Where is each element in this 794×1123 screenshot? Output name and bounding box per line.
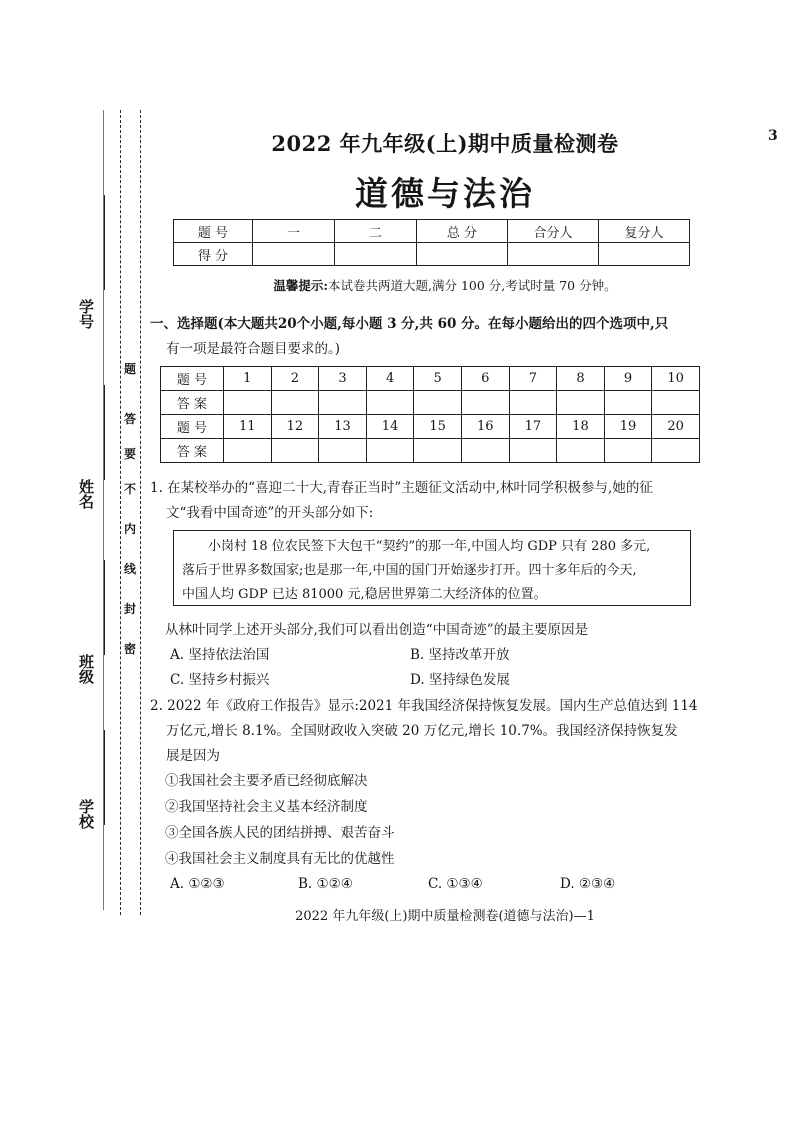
answer-row-label: 答 案 (161, 391, 224, 415)
q1-quote-line2: 落后于世界多数国家;也是那一年,中国的国门开始逐步打开。四十多年后的今天, (182, 563, 637, 578)
answer-cell[interactable] (557, 439, 605, 463)
subject-title: 道德与法治 (355, 174, 535, 213)
cut-line-outer (120, 110, 121, 915)
question-number: 13 (319, 415, 367, 439)
q2-item-4: ④我国社会主义制度具有无比的优越性 (165, 851, 395, 867)
answer-row-label: 题 号 (161, 367, 224, 391)
answer-cell[interactable] (604, 391, 652, 415)
q2-option-b[interactable]: B. ①②④ (298, 876, 353, 892)
score-cell: 一 (253, 220, 335, 243)
q2-stem-line2: 万亿元,增长 8.1%。全国财政收入突破 20 万亿元,增长 10.7%。我国经济保持恢复发 (166, 723, 678, 739)
student-number-label: 学 号 (79, 298, 95, 331)
section1-heading-line1: 一、选择题(本大题共20个小题,每小题 3 分,共 60 分。在每小题给出的四个选项中,只 (150, 316, 669, 332)
q2-option-c[interactable]: C. ①③④ (428, 876, 483, 892)
question-number: 5 (414, 367, 462, 391)
q1-quote-line3: 中国人均 GDP 已达 81000 元,稳居世界第二大经济体的位置。 (182, 587, 547, 602)
name-blank (104, 385, 105, 480)
question-number: 12 (271, 415, 319, 439)
answer-cell[interactable] (509, 391, 557, 415)
seal-char: 要 (123, 447, 136, 461)
question-number: 11 (224, 415, 272, 439)
score-cell: 总 分 (417, 220, 508, 243)
q1-quote-box (173, 530, 691, 606)
score-input-cell[interactable] (417, 243, 508, 266)
question-number: 3 (319, 367, 367, 391)
question-number: 20 (652, 415, 700, 439)
question-number: 19 (604, 415, 652, 439)
question-number: 7 (509, 367, 557, 391)
question-number: 6 (461, 367, 509, 391)
score-table (173, 219, 690, 266)
answer-cell[interactable] (271, 439, 319, 463)
answer-cell[interactable] (461, 439, 509, 463)
score-input-cell[interactable] (599, 243, 690, 266)
seal-char: 题 (123, 362, 136, 376)
question-number: 15 (414, 415, 462, 439)
question-number: 16 (461, 415, 509, 439)
q1-stem-line1: 1. 在某校举办的“喜迎二十大,青春正当时”主题征文活动中,林叶同学积极参与,她的征 (150, 480, 653, 496)
cut-line-inner (140, 110, 141, 915)
tip-label: 温馨提示: (273, 278, 328, 293)
question-number: 4 (366, 367, 414, 391)
q1-stem-line2: 文“我看中国奇迹”的开头部分如下: (166, 505, 374, 521)
score-cell: 复分人 (599, 220, 690, 243)
section1-heading-line2: 有一项是最符合题目要求的。) (166, 341, 341, 357)
q2-item-3: ③全国各族人民的团结拼搏、艰苦奋斗 (165, 825, 395, 841)
class-blank (104, 560, 105, 655)
q2-option-a[interactable]: A. ①②③ (170, 876, 225, 892)
answer-row-label: 题 号 (161, 415, 224, 439)
answer-cell[interactable] (604, 439, 652, 463)
exam-title: 2022 年九年级(上)期中质量检测卷 (271, 131, 619, 156)
answer-cell[interactable] (224, 391, 272, 415)
section1-heading (150, 312, 750, 362)
answer-row-label: 答 案 (161, 439, 224, 463)
tip-text: 本试卷共两道大题,满分 100 分,考试时量 70 分钟。 (328, 278, 617, 293)
question-number: 9 (604, 367, 652, 391)
seal-char: 答 (123, 412, 136, 426)
q2-item-1: ①我国社会主要矛盾已经彻底解决 (165, 773, 368, 789)
score-input-cell[interactable] (335, 243, 417, 266)
answer-cell[interactable] (557, 391, 605, 415)
answer-table (160, 366, 700, 463)
answer-cell[interactable] (366, 391, 414, 415)
school-blank (104, 730, 105, 825)
answer-cell[interactable] (652, 391, 700, 415)
q2-stem (150, 694, 750, 769)
question-number: 2 (271, 367, 319, 391)
q1-stem (150, 476, 750, 526)
answer-cell[interactable] (319, 391, 367, 415)
answer-cell[interactable] (224, 439, 272, 463)
page-mark: 3 (768, 128, 778, 144)
answer-cell[interactable] (509, 439, 557, 463)
q2-item-2: ②我国坚持社会主义基本经济制度 (165, 799, 368, 815)
class-label: 班 级 (79, 653, 95, 686)
q1-option-c[interactable]: C. 坚持乡村振兴 (170, 672, 270, 688)
seal-char: 线 (123, 562, 136, 576)
question-number: 10 (652, 367, 700, 391)
answer-cell[interactable] (414, 439, 462, 463)
score-cell: 二 (335, 220, 417, 243)
page-footer: 2022 年九年级(上)期中质量检测卷(道德与法治)—1 (295, 909, 595, 924)
q1-question: 从林叶同学上述开头部分,我们可以看出创造“中国奇迹”的最主要原因是 (165, 622, 589, 638)
student-number-blank (104, 195, 105, 290)
q2-stem-line1: 2. 2022 年《政府工作报告》显示:2021 年我国经济保持恢复发展。国内生产总值达到 114 (150, 698, 698, 714)
seal-char: 封 (123, 602, 136, 616)
q2-stem-line3: 展是因为 (166, 748, 220, 764)
exam-tip (150, 276, 740, 294)
score-cell: 合分人 (508, 220, 599, 243)
score-input-cell[interactable] (253, 243, 335, 266)
answer-cell[interactable] (319, 439, 367, 463)
answer-cell[interactable] (414, 391, 462, 415)
answer-cell[interactable] (461, 391, 509, 415)
q2-option-d[interactable]: D. ②③④ (560, 876, 616, 892)
question-number: 18 (557, 415, 605, 439)
answer-cell[interactable] (652, 439, 700, 463)
question-number: 8 (557, 367, 605, 391)
name-label: 姓 名 (79, 478, 95, 511)
answer-cell[interactable] (271, 391, 319, 415)
score-label: 得 分 (174, 243, 253, 266)
answer-cell[interactable] (366, 439, 414, 463)
school-label: 学 校 (79, 798, 95, 831)
q1-option-d[interactable]: D. 坚持绿色发展 (410, 672, 510, 688)
score-input-cell[interactable] (508, 243, 599, 266)
q1-quote-line1: 小岗村 18 位农民签下大包干“契约”的那一年,中国人均 GDP 只有 280 多元, (208, 539, 651, 554)
question-number: 1 (224, 367, 272, 391)
question-number: 17 (509, 415, 557, 439)
question-number: 14 (366, 415, 414, 439)
seal-char: 密 (123, 642, 136, 656)
seal-char: 内 (123, 522, 136, 536)
score-cell: 题 号 (174, 220, 253, 243)
seal-char: 不 (123, 482, 136, 496)
q1-option-b[interactable]: B. 坚持改革开放 (410, 647, 510, 663)
q1-option-a[interactable]: A. 坚持依法治国 (170, 647, 270, 663)
